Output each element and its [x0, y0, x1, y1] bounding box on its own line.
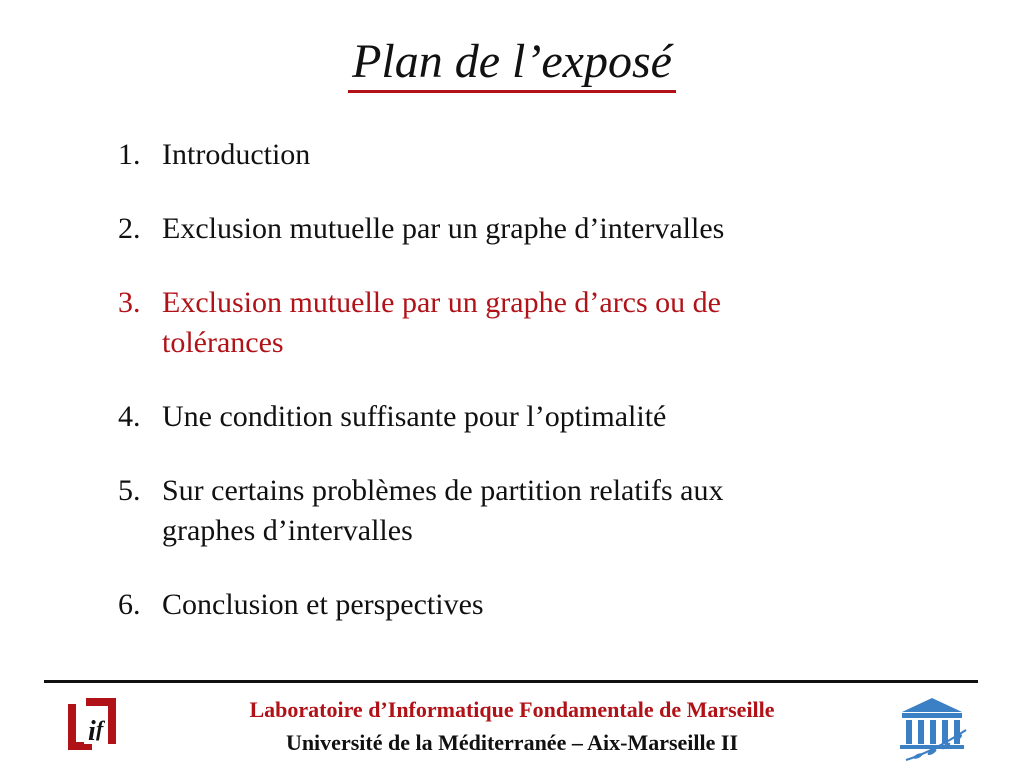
agenda-item-1	[118, 135, 918, 175]
agenda-item-text-continued: tolérances	[162, 326, 284, 359]
agenda-list	[118, 135, 918, 659]
footer-divider	[44, 680, 978, 683]
agenda-item-number: 6.	[118, 588, 141, 621]
agenda-item-text: Exclusion mutuelle par un graphe d’arcs ou de	[162, 286, 721, 319]
agenda-item-3-current	[118, 283, 918, 363]
agenda-item-text: Sur certains problèmes de partition relatifs aux	[162, 474, 724, 507]
svg-text:f: f	[96, 716, 104, 741]
agenda-item-text: Introduction	[162, 138, 311, 171]
agenda-item-2	[118, 209, 918, 249]
agenda-item-6	[118, 585, 918, 625]
agenda-item-number: 1.	[118, 138, 141, 171]
agenda-item-number: 4.	[118, 400, 141, 433]
agenda-item-number: 2.	[118, 212, 141, 245]
agenda-item-text: Conclusion et perspectives	[162, 588, 484, 621]
university-logo-icon	[892, 694, 972, 764]
slide-title	[0, 34, 1024, 90]
slide-title-text: Plan de l’exposé	[348, 35, 676, 93]
agenda-item-text: Exclusion mutuelle par un graphe d’intervalles	[162, 212, 725, 245]
footer-university-name: Université de la Méditerranée – Aix-Marseille II	[285, 730, 739, 755]
agenda-item-number: 5.	[118, 474, 141, 507]
agenda-item-text-continued: graphes d’intervalles	[162, 514, 413, 547]
svg-text:i: i	[88, 716, 96, 747]
agenda-item-5	[118, 471, 918, 551]
agenda-item-4	[118, 397, 918, 437]
footer-lab-name: Laboratoire d’Informatique Fondamentale de Marseille	[249, 697, 775, 722]
agenda-item-text: Une condition suffisante pour l’optimalité	[162, 400, 667, 433]
agenda-item-number: 3.	[118, 286, 141, 319]
